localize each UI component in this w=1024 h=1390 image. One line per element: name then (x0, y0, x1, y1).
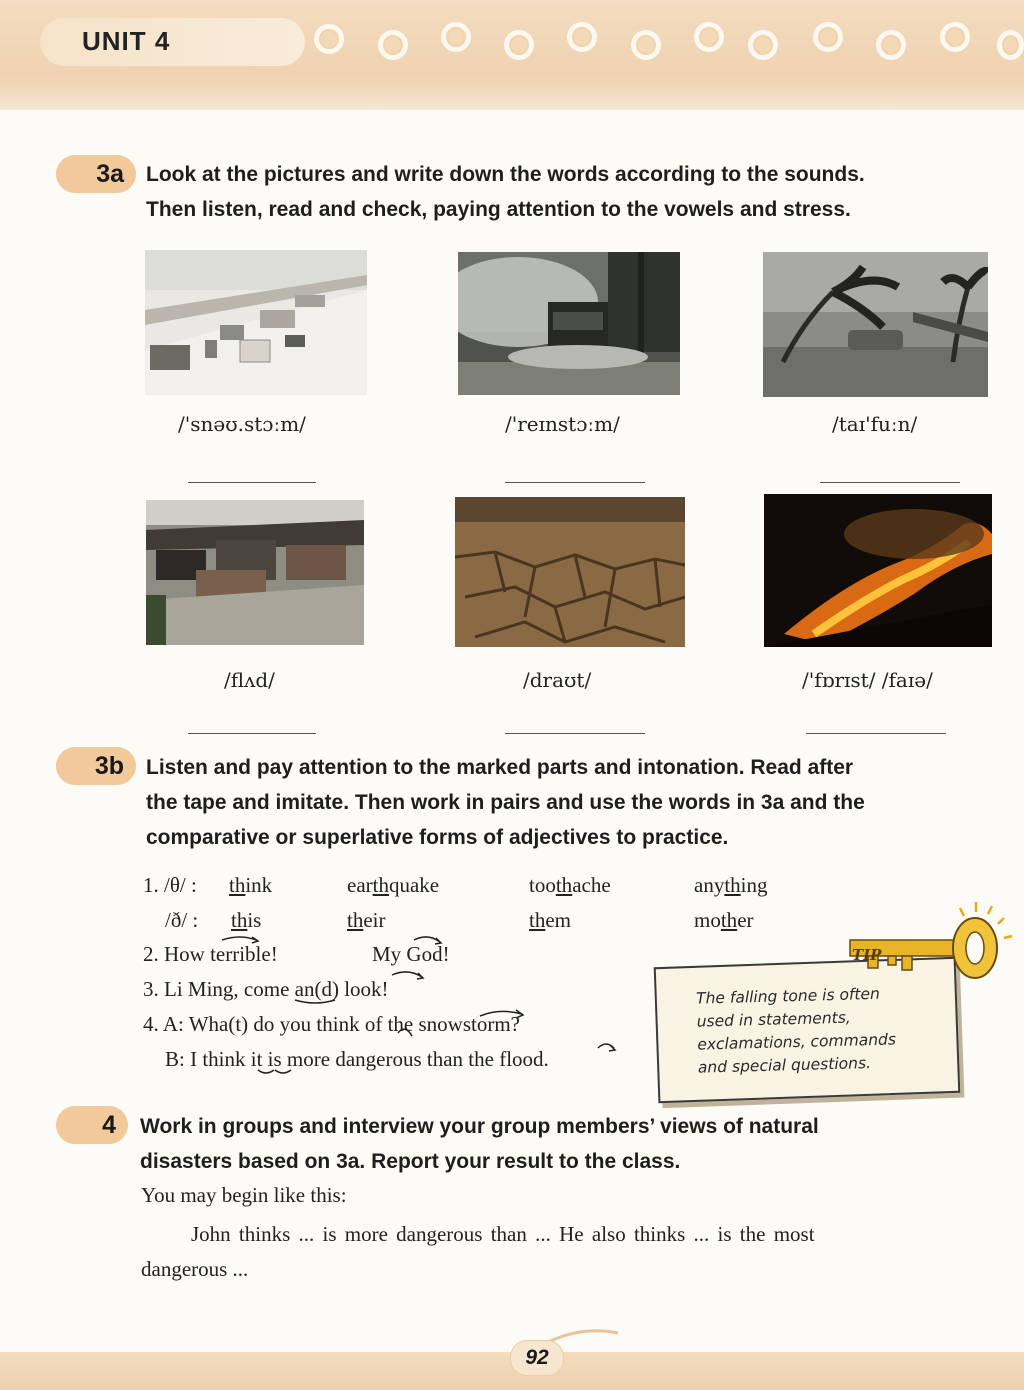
sound-label-eth: /ð/ : (165, 908, 199, 932)
example-line1: John thinks ... is more dangerous than ... He also thinks ... is the most (191, 1222, 815, 1246)
tip-text (696, 982, 897, 1079)
instruction-3a-line2: Then listen, read and check, paying attention to the vowels and stress. (146, 198, 851, 221)
instruction-3a-line1: Look at the pictures and write down the words according to the sounds. (146, 163, 865, 186)
tip-line2: used in statements, (696, 1008, 851, 1031)
example-line2: dangerous ... (141, 1257, 249, 1281)
word-them: them (529, 908, 571, 932)
instruction-3b-line2: the tape and imitate. Then work in pairs and use the words in 3a and the (146, 791, 865, 814)
word-their: their (347, 908, 386, 932)
word-mother: mother (694, 908, 754, 932)
instruction-4 (140, 1109, 1016, 1179)
word-earthquake: earthquake (347, 873, 440, 897)
phonetic-forest-fire: /'fɒrɪst/ /faɪə/ (802, 668, 933, 692)
begin-text: You may begin like this: (141, 1183, 347, 1207)
example-3: 3. Li Ming, come an(d) look! (143, 977, 389, 1001)
word-anything: anything (694, 873, 768, 897)
example-2a: 2. How terrible! (143, 942, 278, 966)
sound-label-theta: 1. /θ/ : (143, 873, 197, 897)
word-think: think (229, 873, 273, 897)
example-2b: My God! (372, 942, 450, 966)
instruction-4-line1: Work in groups and interview your group members’ views of natural (140, 1115, 819, 1138)
tip-line1: The falling tone is often (695, 984, 881, 1008)
tip-line4: and special questions. (697, 1054, 872, 1077)
tip-line3: exclamations, commands (697, 1030, 897, 1054)
phonetic-typhoon: /taɪ'fuːn/ (832, 412, 918, 436)
instruction-3b-line3: comparative or superlative forms of adjectives to practice. (146, 826, 729, 849)
instruction-3b-line1: Listen and pay attention to the marked parts and intonation. Read after (146, 756, 854, 779)
instruction-4-line2: disasters based on 3a. Report your result to the class. (140, 1150, 681, 1173)
phonetic-flood: /flʌd/ (224, 668, 275, 692)
word-toothache: toothache (529, 873, 611, 897)
phonetic-snowstorm: /'snəʊ.stɔːm/ (178, 412, 306, 436)
word-this: this (231, 908, 262, 932)
unit-title: UNIT 4 (82, 26, 171, 56)
badge-3a: 3a (56, 155, 136, 193)
badge-3b: 3b (56, 747, 136, 785)
tip-label: TIP (852, 946, 882, 964)
page-number: 92 (510, 1340, 564, 1376)
badge-4: 4 (56, 1106, 128, 1144)
key-icon (840, 900, 1024, 990)
example-4a: 4. A: Wha(t) do you think of the snowstorm? (143, 1012, 520, 1036)
phonetic-drought: /draʊt/ (523, 668, 592, 692)
example-4b: B: I think it is more dangerous than the flood. (165, 1047, 549, 1071)
phonetic-rainstorm: /'reɪnstɔːm/ (505, 412, 620, 436)
